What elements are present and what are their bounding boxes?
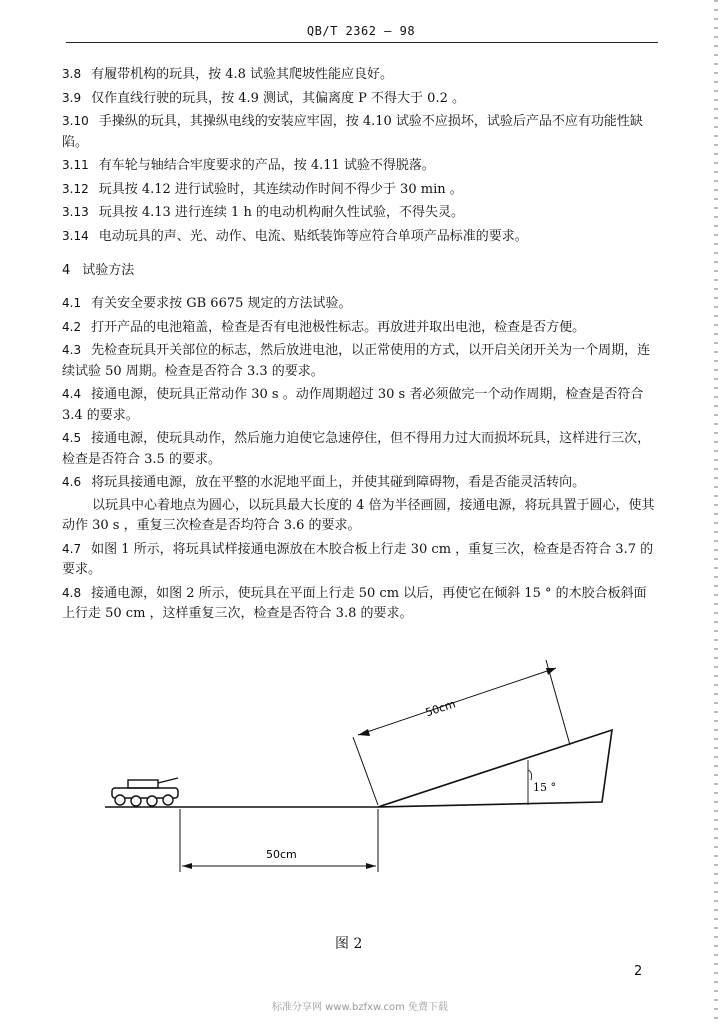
- clause-text: 打开产品的电池箱盖，检查是否有电池极性标志。再放进并取出电池，检查是否方便。: [91, 319, 586, 335]
- clause-4-5: [62, 428, 658, 470]
- toy-tank-icon: [112, 778, 178, 806]
- scan-edge-noise: [714, 0, 718, 1024]
- clause-number: 4.7: [62, 541, 82, 556]
- clause-3-13: [62, 202, 658, 224]
- clause-text: 玩具按 4.13 进行连续 1 h 的电动机构耐久性试验，不得失灵。: [98, 205, 464, 220]
- ramp-length-label: 50cm: [423, 697, 458, 720]
- clause-4-6-continued: 以玩具中心着地点为圆心，以玩具最大长度的 4 倍为半径画圆，接通电源，将玩具置于圆心，使其动作 30 s ，重复三次检查是否均符合 3.6 的要求。: [62, 497, 655, 533]
- section-number: 4: [62, 263, 71, 278]
- clause-text: 如图 1 所示，将玩具试样接通电源放在木胶合板上行走 30 cm ，重复三次，检查是否符合 3.7 的要求。: [62, 541, 654, 577]
- clause-text: 手操纵的玩具，其操纵电线的安装应牢固，按 4.10 试验不应损坏，试验后产品不应有功能性缺陷。: [62, 114, 643, 150]
- angle-arc: [528, 770, 532, 780]
- clause-3-12: [62, 179, 658, 201]
- clause-number: 4.6: [62, 475, 82, 489]
- page-number: 2: [634, 964, 643, 979]
- clause-3-8: [62, 64, 658, 86]
- clause-text: 将玩具接通电源，放在平整的水泥地平面上，并使其碰到障碍物，看是否能灵活转向。: [91, 475, 586, 490]
- clause-3-14: [62, 226, 658, 248]
- clause-text: 有车轮与轴结合牢度要求的产品，按 4.11 试验不得脱落。: [98, 158, 435, 173]
- clause-number: 4.1: [62, 296, 82, 310]
- header-rule: [66, 42, 658, 43]
- floor-dimension: [180, 809, 378, 872]
- floor-length-label: 50cm: [266, 848, 297, 861]
- clause-text: 接通电源，使玩具正常动作 30 s 。动作周期超过 30 s 者必须做完一个动作周期，检查是否符合 3.4 的要求。: [62, 387, 644, 423]
- figure-caption: 图 2: [335, 936, 363, 952]
- clause-text: 有履带机构的玩具，按 4.8 试验其爬坡性能应良好。: [91, 67, 394, 82]
- clause-4-2: [62, 317, 658, 339]
- clause-number: 3.11: [62, 158, 89, 172]
- clause-text: 先检查玩具开关部位的标志，然后放进电池，以正常使用的方式，以开启关闭开关为一个周期，连续试验 50 周期。检查是否符合 3.3 的要求。: [62, 343, 651, 379]
- angle-label: 15 °: [533, 781, 556, 794]
- clause-number: 4.4: [62, 387, 82, 401]
- clause-4-1: [62, 293, 658, 315]
- section-heading: [62, 261, 658, 281]
- clause-number: 3.8: [62, 67, 82, 81]
- clause-number: 3.13: [62, 205, 89, 219]
- clause-text: 有关安全要求按 GB 6675 规定的方法试验。: [91, 296, 352, 311]
- clause-number: 3.14: [62, 228, 89, 243]
- clause-text: 接通电源，如图 2 所示，使玩具在平面上行走 50 cm 以后，再使它在倾斜 15 ° 的木胶合板斜面上行走 50 cm ，这样重复三次，检查是否符合 3.8 的要求。: [62, 585, 647, 621]
- clause-4-6: [62, 472, 658, 494]
- clause-4-8: [62, 583, 658, 625]
- clause-4-7: [62, 539, 658, 581]
- clause-number: 4.2: [62, 319, 82, 334]
- clause-text: 玩具按 4.12 进行试验时，其连续动作时间不得少于 30 min 。: [98, 181, 463, 197]
- figure-2-diagram: [0, 640, 720, 960]
- clause-3-9: [62, 88, 658, 110]
- clause-3-11: [62, 155, 658, 177]
- clause-text: 仅作直线行驶的玩具，按 4.9 测试，其偏离度 P 不得大于 0.2 。: [91, 90, 465, 106]
- clause-4-3: [62, 340, 658, 382]
- watermark: 标准分享网 www.bzfxw.com 免费下载: [272, 1002, 448, 1013]
- clause-number: 3.12: [62, 181, 89, 196]
- document-header: QB/T 2362 — 98: [306, 24, 416, 38]
- clause-number: 3.10: [62, 114, 89, 128]
- clause-text: 电动玩具的声、光、动作、电流、贴纸装饰等应符合单项产品标准的要求。: [98, 228, 528, 244]
- clause-number: 4.8: [62, 585, 82, 600]
- clause-number: 4.3: [62, 343, 82, 357]
- inclined-board: [378, 730, 612, 807]
- clause-number: 3.9: [62, 90, 82, 105]
- clause-3-10: [62, 111, 658, 153]
- clause-text: 接通电源，使玩具动作，然后施力迫使它急速停住，但不得用力过大而损坏玩具，这样进行三次，检查是否符合 3.5 的要求。: [62, 431, 651, 467]
- clause-list: [62, 64, 658, 627]
- section-title: 试验方法: [82, 263, 135, 278]
- clause-4-4: [62, 384, 658, 426]
- clause-number: 4.5: [62, 431, 82, 445]
